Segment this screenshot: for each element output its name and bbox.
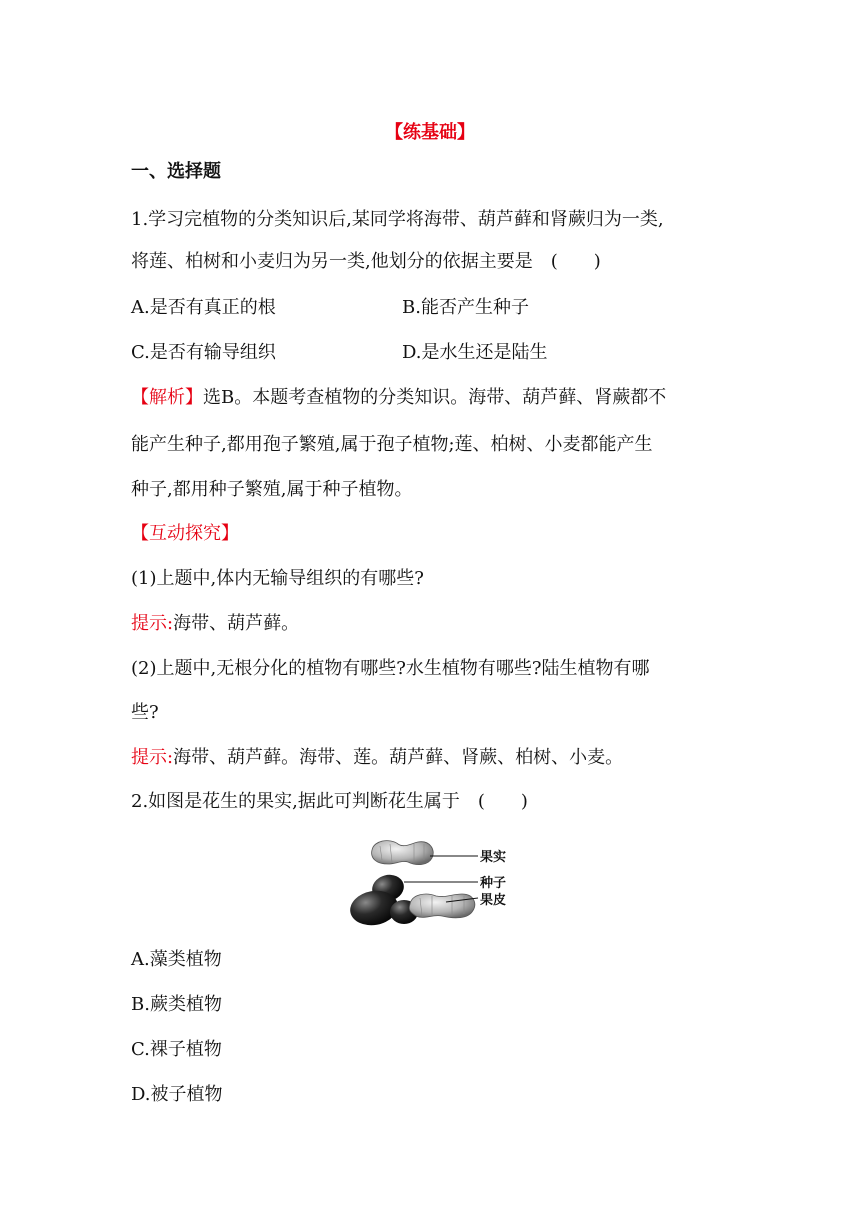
q1-analysis-line3: 种子,都用种子繁殖,属于种子植物。	[131, 479, 413, 500]
page-title: 【练基础】	[385, 122, 475, 143]
peanut-shell-top	[372, 841, 434, 865]
section-heading: 一、选择题	[131, 161, 221, 182]
sub1-question: (1)上题中,体内无输导组织的有哪些?	[131, 568, 424, 589]
label-peel: 果皮	[480, 893, 507, 908]
sub2-hint	[131, 746, 623, 770]
q2-option-a: A.藻类植物	[131, 949, 222, 970]
peanut-figure	[346, 832, 516, 932]
q1-analysis-line2: 能产生种子,都用孢子繁殖,属于孢子植物;莲、柏树、小麦都能产生	[131, 434, 653, 455]
q2-stem: 2.如图是花生的果实,据此可判断花生属于 ( )	[131, 791, 528, 812]
hint-text: 海带、葫芦藓。海带、莲。葫芦藓、肾蕨、柏树、小麦。	[173, 747, 624, 768]
q1-option-d: D.是水生还是陆生	[402, 342, 548, 363]
sub2-question-line2: 些?	[131, 702, 159, 723]
analysis-text-1: 选B。本题考查植物的分类知识。海带、葫芦藓、肾蕨都不	[203, 387, 667, 408]
q2-option-b: B.蕨类植物	[131, 994, 222, 1015]
sub2-question-line1: (2)上题中,无根分化的植物有哪些?水生植物有哪些?陆生植物有哪	[131, 658, 650, 679]
hint-text: 海带、葫芦藓。	[173, 613, 300, 634]
hint-label: 提示:	[131, 747, 174, 768]
q1-option-a: A.是否有真正的根	[131, 297, 276, 318]
q1-stem-line1: 1.学习完植物的分类知识后,某同学将海带、葫芦藓和肾蕨归为一类,	[131, 209, 664, 230]
q1-analysis-line1	[131, 386, 666, 410]
interactive-tag: 【互动探究】	[131, 523, 239, 544]
hint-label: 提示:	[131, 613, 174, 634]
label-fruit: 果实	[480, 850, 507, 865]
q2-option-c: C.裸子植物	[131, 1039, 222, 1060]
q2-option-d: D.被子植物	[131, 1084, 223, 1105]
label-seed: 种子	[480, 876, 507, 891]
q1-option-b: B.能否产生种子	[402, 297, 529, 318]
peanut-shell-open	[409, 894, 475, 918]
sub1-hint	[131, 612, 299, 636]
peanut-seeds	[347, 871, 418, 929]
analysis-tag: 【解析】	[131, 387, 203, 408]
q1-option-c: C.是否有输导组织	[131, 342, 276, 363]
q1-stem-line2: 将莲、柏树和小麦归为另一类,他划分的依据主要是 ( )	[131, 251, 601, 272]
